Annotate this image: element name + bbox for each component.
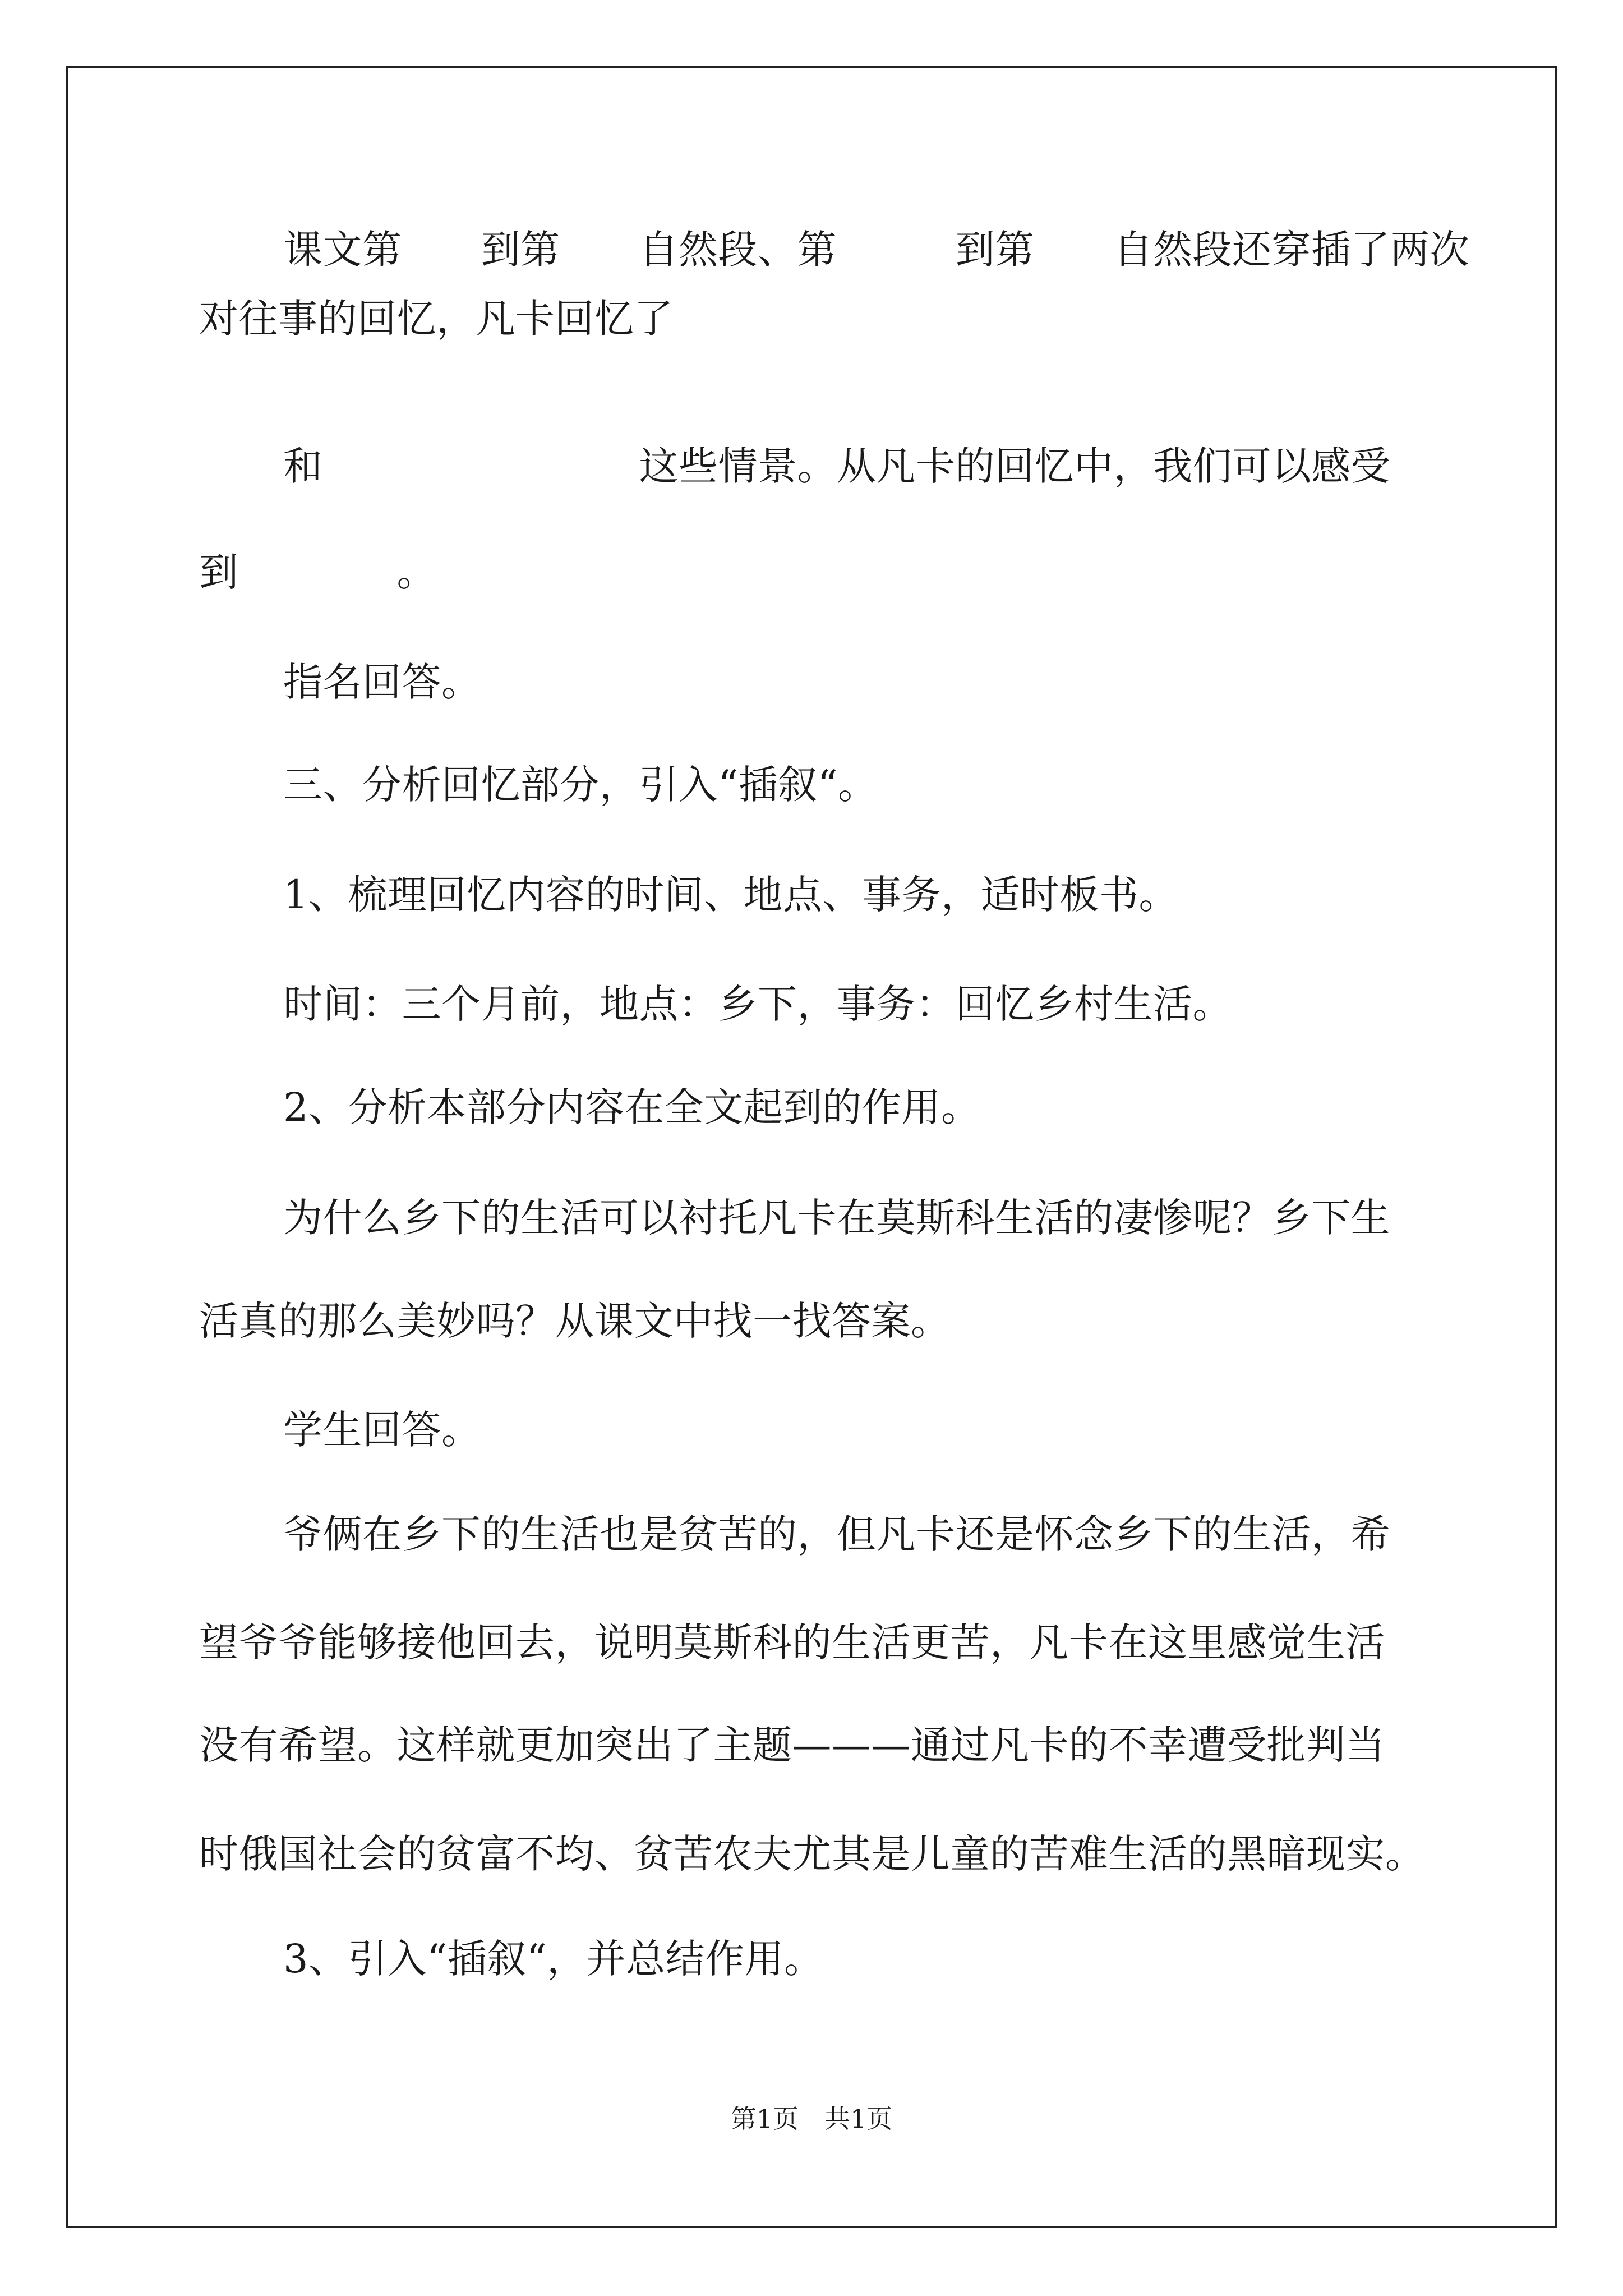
text-line-5: 指名回答。 [283,659,481,705]
text-line-16: 时俄国社会的贫富不均、贫苦农夫尤其是儿童的苦难生活的黑暗现实。 [199,1831,1425,1877]
text-line-8: 时间：三个月前，地点：乡下，事务：回忆乡村生活。 [283,981,1232,1027]
text-line-2: 对往事的回忆，凡卡回忆了 [199,296,674,342]
text-line-9: 2、分析本部分内容在全文起到的作用。 [283,1084,981,1130]
text-line-1: 课文第 到第 自然段、第 到第 自然段还穿插了两次 [283,227,1469,273]
page-footer: 第1页 共1页 [730,2104,893,2134]
text-line-4: 到 。 [199,549,436,595]
text-line-6: 三、分析回忆部分，引入“插叙“。 [283,762,878,808]
text-line-7: 1、梳理回忆内容的时间、地点、事务，适时板书。 [283,872,1179,918]
text-line-15: 没有希望。这样就更加突出了主题———通过凡卡的不幸遭受批判当 [199,1722,1385,1768]
text-line-12: 学生回答。 [283,1407,481,1453]
text-line-10: 为什么乡下的生活可以衬托凡卡在莫斯科生活的凄惨呢？乡下生 [283,1195,1390,1241]
text-line-17: 3、引入“插叙“，并总结作用。 [283,1936,824,1982]
text-line-13: 爷俩在乡下的生活也是贫苦的，但凡卡还是怀念乡下的生活，希 [283,1511,1390,1557]
text-line-11: 活真的那么美妙吗？从课文中找一找答案。 [199,1298,951,1344]
text-line-3: 和 这些情景。从凡卡的回忆中，我们可以感受 [283,443,1390,489]
text-line-14: 望爷爷能够接他回去，说明莫斯科的生活更苦，凡卡在这里感觉生活 [199,1619,1385,1665]
page-border [66,66,1557,2228]
